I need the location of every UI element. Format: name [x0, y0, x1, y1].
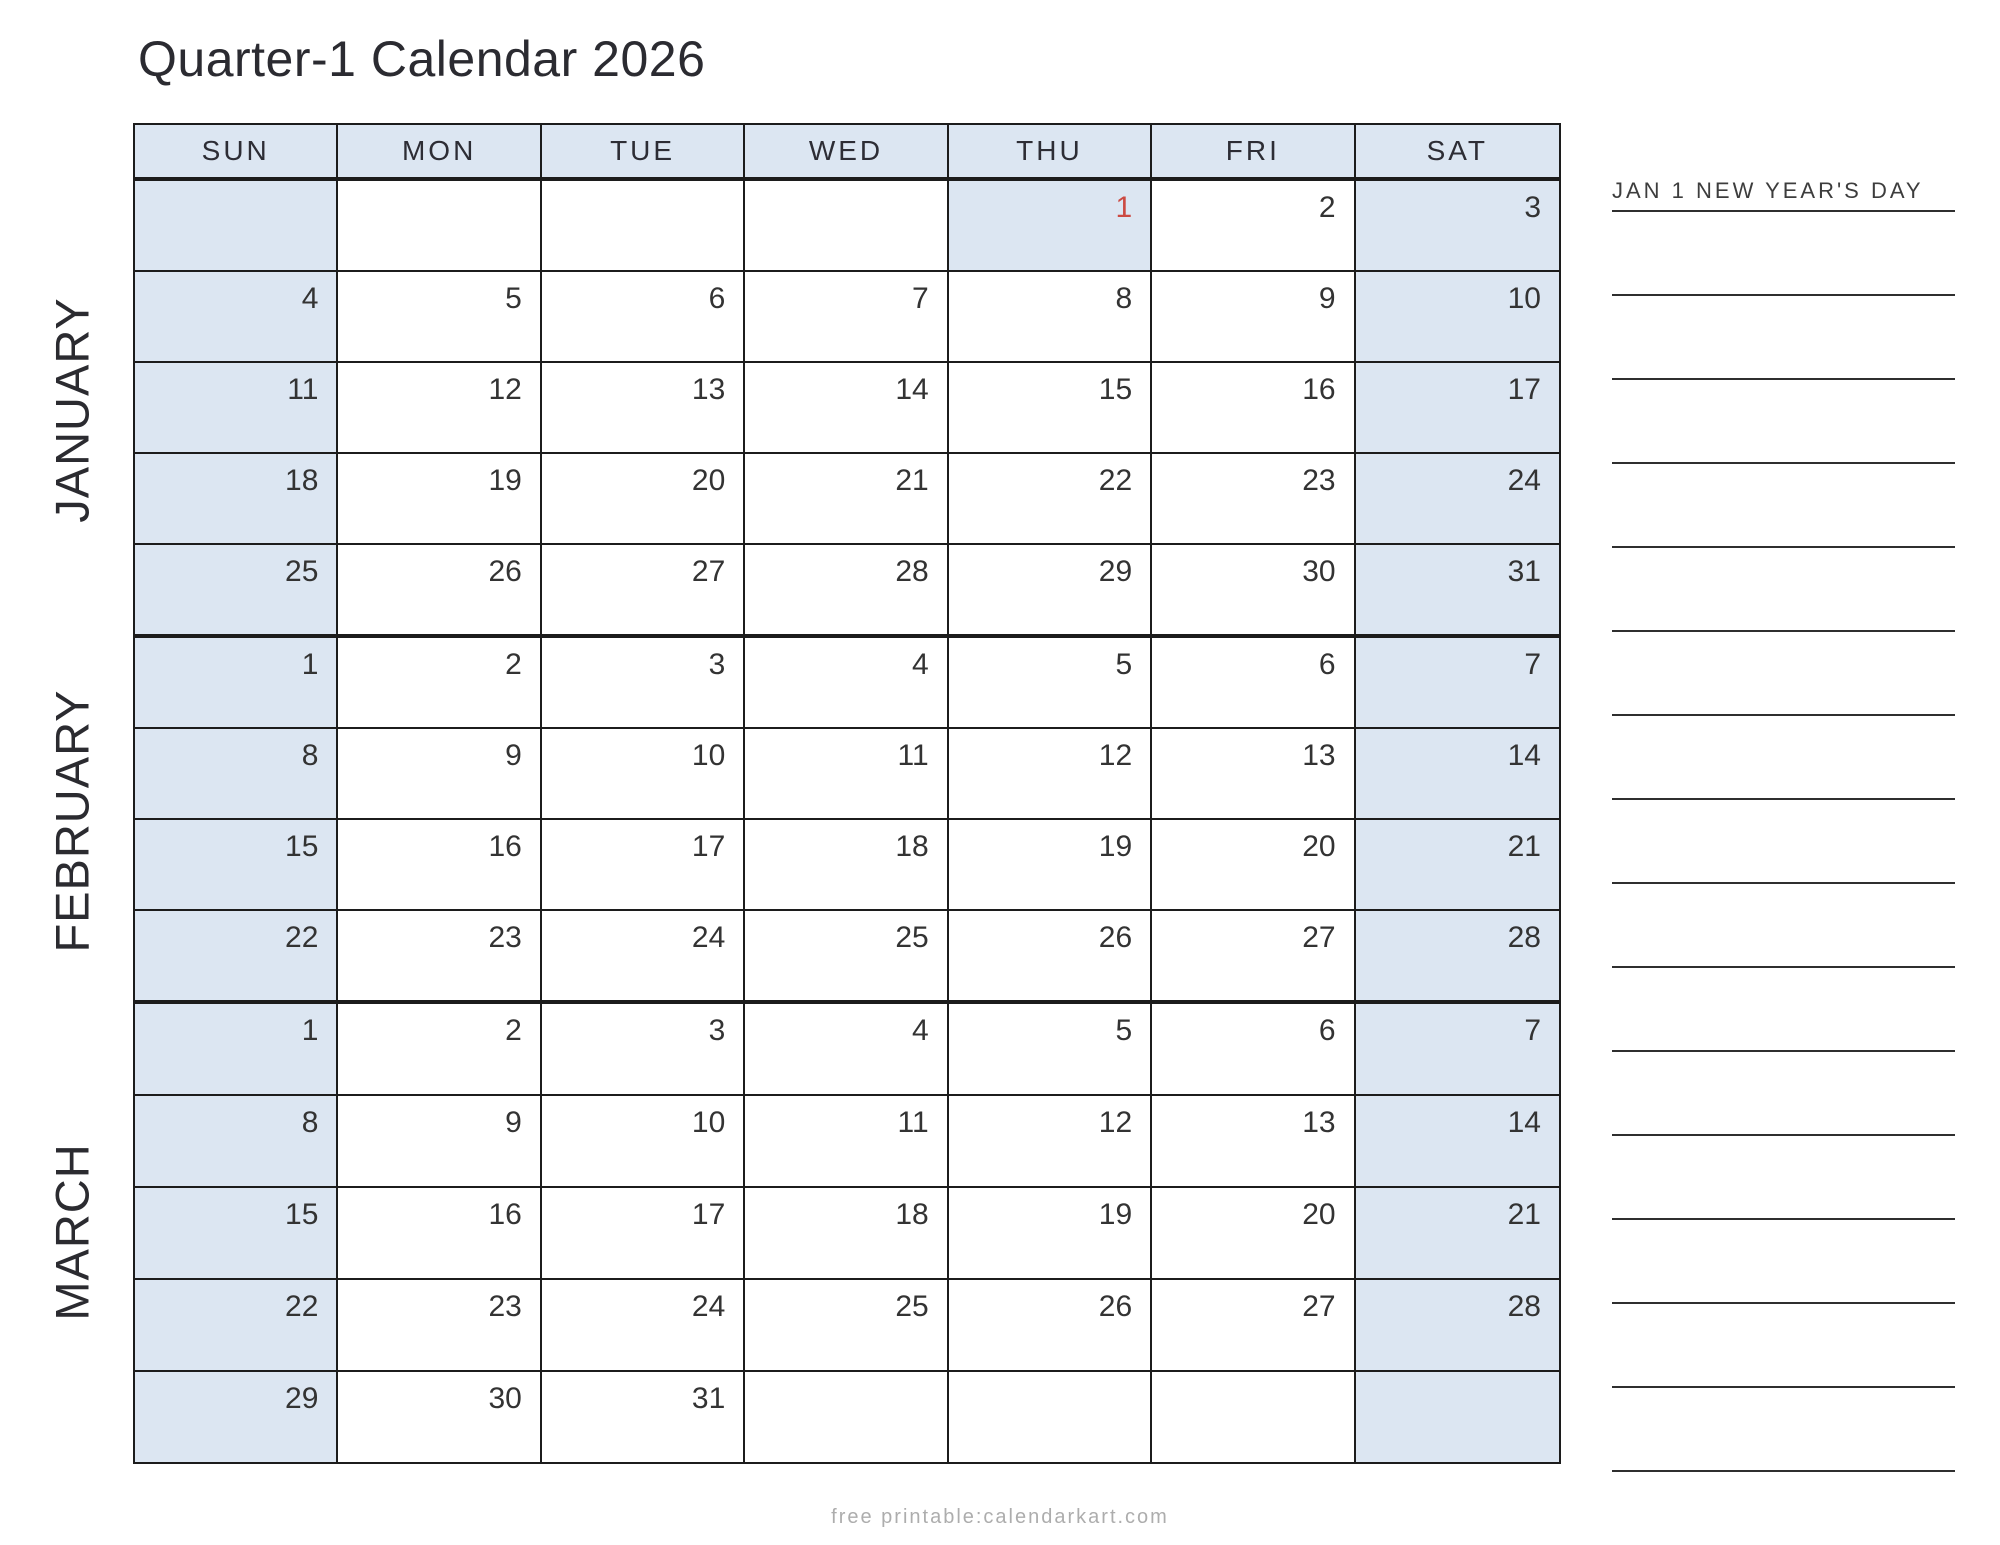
day-cell: [338, 820, 541, 909]
day-number: 4: [301, 282, 319, 315]
day-cell: [542, 911, 745, 1000]
day-cell: [949, 729, 1152, 818]
day-number: 24: [1507, 464, 1541, 497]
day-number: [929, 182, 947, 194]
day-cell: [135, 820, 338, 909]
note-line: [1612, 798, 1955, 800]
day-number: 15: [1098, 373, 1133, 406]
note-line: [1612, 378, 1955, 380]
day-cell: [949, 181, 1152, 270]
day-number: [522, 182, 540, 194]
day-number: [1541, 1373, 1559, 1385]
day-cell: [135, 272, 338, 361]
day-cell: [1152, 454, 1355, 543]
day-number: [1132, 1373, 1150, 1385]
day-cell: [338, 1188, 541, 1278]
day-number: 14: [1507, 739, 1541, 772]
day-cell: [338, 1280, 541, 1370]
day-number: 27: [691, 555, 726, 588]
day-cell-empty: [338, 181, 541, 270]
day-number: 31: [691, 1382, 726, 1415]
day-number: 25: [895, 1290, 929, 1323]
day-number: 7: [1524, 1014, 1541, 1047]
day-cell: [542, 729, 745, 818]
day-cell: [745, 911, 948, 1000]
day-cell: [542, 1004, 745, 1094]
day-cell: [338, 1004, 541, 1094]
day-number: 8: [1115, 282, 1133, 315]
day-cell: [1356, 911, 1559, 1000]
note-line: [1612, 462, 1955, 464]
day-number: 12: [1098, 739, 1133, 772]
day-number: 23: [488, 921, 522, 954]
week-row: [135, 1372, 1559, 1462]
weekday-header-fri: FRI: [1152, 125, 1355, 177]
day-cell: [745, 272, 948, 361]
weekday-header-thu: THU: [949, 125, 1152, 177]
day-cell: [745, 820, 948, 909]
day-number: 11: [897, 739, 929, 772]
week-row: [135, 272, 1559, 363]
weekday-header-tue: TUE: [542, 125, 745, 177]
day-cell: [135, 1096, 338, 1186]
day-number: 21: [895, 464, 929, 497]
day-cell: [135, 638, 338, 727]
weekday-header-row: [135, 125, 1559, 181]
day-cell: [1356, 363, 1559, 452]
day-cell: [745, 1096, 948, 1186]
day-number: 8: [301, 1106, 319, 1139]
day-number: 20: [691, 464, 726, 497]
day-number: 18: [895, 830, 929, 863]
day-cell: [1152, 729, 1355, 818]
week-row: [135, 1096, 1559, 1188]
note-line: [1612, 1050, 1955, 1052]
day-number: 6: [1318, 1014, 1336, 1047]
day-number: 21: [1507, 830, 1541, 863]
day-cell: [1152, 1280, 1355, 1370]
day-number: 9: [505, 1106, 522, 1139]
holiday-note: JAN 1 NEW YEAR'S DAY: [1612, 178, 1924, 203]
day-number: 28: [1507, 1290, 1541, 1323]
day-cell: [949, 272, 1152, 361]
day-number: 23: [488, 1290, 522, 1323]
note-line: [1612, 1302, 1955, 1304]
day-number: 14: [1507, 1106, 1541, 1139]
day-cell: [1152, 1096, 1355, 1186]
day-number: 24: [691, 1290, 726, 1323]
note-line: [1612, 630, 1955, 632]
day-number: 13: [1302, 739, 1336, 772]
day-number: 25: [895, 921, 929, 954]
day-number: 31: [1507, 555, 1541, 588]
day-number: 23: [1302, 464, 1336, 497]
day-number: 9: [1318, 282, 1336, 315]
day-cell: [745, 729, 948, 818]
weekday-header-sat: SAT: [1356, 125, 1559, 177]
day-cell: [949, 545, 1152, 634]
day-number: [725, 182, 743, 194]
day-cell: [949, 454, 1152, 543]
day-number: 6: [708, 282, 726, 315]
day-number: 3: [708, 648, 726, 681]
day-number: 27: [1302, 1290, 1336, 1323]
day-cell: [745, 638, 948, 727]
day-cell: [745, 1004, 948, 1094]
day-number: 17: [1507, 373, 1541, 406]
day-number: 20: [1302, 1198, 1336, 1231]
day-cell: [745, 454, 948, 543]
weekday-header-mon: MON: [338, 125, 541, 177]
day-cell: [745, 1280, 948, 1370]
day-cell: [745, 363, 948, 452]
month-section-february: [135, 638, 1559, 1004]
day-number: 5: [505, 282, 522, 315]
week-row: [135, 545, 1559, 634]
note-line: [1612, 210, 1955, 212]
day-cell: [1152, 820, 1355, 909]
weekday-header-sun: SUN: [135, 125, 338, 177]
day-number: 7: [1524, 648, 1541, 681]
day-number: 16: [488, 830, 522, 863]
day-cell: [338, 1372, 541, 1462]
week-row: [135, 820, 1559, 911]
day-cell: [542, 272, 745, 361]
day-cell: [1356, 272, 1559, 361]
day-number: 7: [912, 282, 929, 315]
day-number: 5: [1115, 1014, 1133, 1047]
day-cell: [135, 363, 338, 452]
day-number: 25: [285, 555, 319, 588]
day-number: 11: [287, 373, 319, 406]
day-number: 5: [1115, 648, 1133, 681]
day-cell: [1356, 1004, 1559, 1094]
day-cell-empty: [1356, 1372, 1559, 1462]
day-number: 16: [1302, 373, 1336, 406]
day-number: 3: [1524, 191, 1541, 224]
day-cell: [949, 1280, 1152, 1370]
day-number: 10: [691, 1106, 726, 1139]
day-number: 22: [285, 921, 319, 954]
note-line: [1612, 966, 1955, 968]
day-cell: [542, 820, 745, 909]
day-number: 11: [897, 1106, 929, 1139]
day-cell: [1356, 1188, 1559, 1278]
day-cell: [135, 1372, 338, 1462]
day-number: 20: [1302, 830, 1336, 863]
day-cell: [1356, 820, 1559, 909]
day-number: 2: [505, 648, 522, 681]
day-number: 8: [301, 739, 319, 772]
week-row: [135, 181, 1559, 272]
day-number: 29: [285, 1382, 319, 1415]
day-cell: [338, 911, 541, 1000]
day-number: [929, 1373, 947, 1385]
day-number: 19: [488, 464, 522, 497]
month-label-march: MARCH: [45, 1143, 99, 1321]
day-cell: [949, 820, 1152, 909]
day-number: 26: [488, 555, 522, 588]
day-cell: [135, 911, 338, 1000]
day-number: 18: [895, 1198, 929, 1231]
day-cell: [1356, 454, 1559, 543]
day-number: 30: [1302, 555, 1336, 588]
day-cell: [542, 638, 745, 727]
day-cell: [949, 1096, 1152, 1186]
day-cell: [1356, 1096, 1559, 1186]
calendar-grid: [133, 123, 1561, 1464]
day-cell: [949, 1004, 1152, 1094]
footer-credit: free printable:calendarkart.com: [831, 1506, 1169, 1528]
day-cell: [542, 1372, 745, 1462]
day-cell-empty: [542, 181, 745, 270]
day-number: 4: [912, 648, 929, 681]
day-number: 29: [1098, 555, 1133, 588]
day-cell: [338, 454, 541, 543]
day-number: 2: [1318, 191, 1336, 224]
day-cell: [1356, 729, 1559, 818]
day-number: 17: [691, 1198, 726, 1231]
month-label-january: JANUARY: [45, 297, 99, 523]
day-cell-empty: [745, 1372, 948, 1462]
day-number: 2: [505, 1014, 522, 1047]
day-number: 13: [1302, 1106, 1336, 1139]
note-line: [1612, 1386, 1955, 1388]
day-number: 24: [691, 921, 726, 954]
day-number: 4: [912, 1014, 929, 1047]
week-row: [135, 911, 1559, 1000]
note-line: [1612, 1218, 1955, 1220]
day-number: 28: [1507, 921, 1541, 954]
day-cell: [1152, 272, 1355, 361]
month-section-january: [135, 181, 1559, 638]
week-row: [135, 1280, 1559, 1372]
day-number: 10: [691, 739, 726, 772]
day-cell: [542, 1188, 745, 1278]
day-cell-empty: [745, 181, 948, 270]
day-cell: [338, 363, 541, 452]
day-cell: [542, 1096, 745, 1186]
day-number: 28: [895, 555, 929, 588]
day-cell: [542, 1280, 745, 1370]
day-number: 17: [691, 830, 726, 863]
day-cell: [135, 454, 338, 543]
note-line: [1612, 546, 1955, 548]
week-row: [135, 729, 1559, 820]
note-line: [1612, 1134, 1955, 1136]
week-row: [135, 1004, 1559, 1096]
day-number: 1: [1115, 191, 1133, 224]
day-cell: [745, 1188, 948, 1278]
note-line: [1612, 882, 1955, 884]
day-cell: [1152, 545, 1355, 634]
day-cell: [542, 545, 745, 634]
month-section-march: [135, 1004, 1559, 1462]
day-number: 10: [1507, 282, 1541, 315]
day-number: 9: [505, 739, 522, 772]
day-number: 27: [1302, 921, 1336, 954]
day-cell: [135, 545, 338, 634]
day-number: 26: [1098, 921, 1133, 954]
day-number: [318, 182, 336, 194]
day-number: 13: [691, 373, 726, 406]
day-cell: [135, 729, 338, 818]
day-number: 1: [301, 648, 319, 681]
week-row: [135, 454, 1559, 545]
day-number: 12: [1098, 1106, 1133, 1139]
day-number: 19: [1098, 1198, 1133, 1231]
page-title: Quarter-1 Calendar 2026: [138, 31, 706, 87]
day-cell: [135, 1280, 338, 1370]
day-cell: [745, 545, 948, 634]
day-cell: [1152, 1004, 1355, 1094]
day-cell: [1152, 911, 1355, 1000]
day-cell: [542, 454, 745, 543]
note-line: [1612, 294, 1955, 296]
week-row: [135, 638, 1559, 729]
day-cell: [1152, 638, 1355, 727]
day-cell: [949, 638, 1152, 727]
day-cell: [1152, 1188, 1355, 1278]
day-cell-empty: [949, 1372, 1152, 1462]
day-cell: [1356, 181, 1559, 270]
calendar-body: [135, 181, 1559, 1462]
day-number: 15: [285, 1198, 319, 1231]
day-number: 18: [285, 464, 319, 497]
week-row: [135, 1188, 1559, 1280]
day-cell: [338, 272, 541, 361]
weekday-header-wed: WED: [745, 125, 948, 177]
day-number: 14: [895, 373, 929, 406]
day-number: 21: [1507, 1198, 1541, 1231]
day-number: 19: [1098, 830, 1133, 863]
day-number: 26: [1098, 1290, 1133, 1323]
day-cell: [1356, 1280, 1559, 1370]
day-number: 15: [285, 830, 319, 863]
day-number: [1336, 1373, 1354, 1385]
day-cell: [338, 1096, 541, 1186]
day-cell-empty: [135, 181, 338, 270]
day-cell: [135, 1188, 338, 1278]
day-cell: [1152, 363, 1355, 452]
day-cell: [1152, 181, 1355, 270]
day-cell: [1356, 638, 1559, 727]
day-cell: [949, 911, 1152, 1000]
day-number: 1: [301, 1014, 319, 1047]
day-number: 16: [488, 1198, 522, 1231]
month-label-february: FEBRUARY: [45, 689, 99, 953]
note-line: [1612, 714, 1955, 716]
day-cell: [949, 363, 1152, 452]
day-number: 22: [285, 1290, 319, 1323]
day-cell: [135, 1004, 338, 1094]
day-cell: [949, 1188, 1152, 1278]
day-cell: [338, 638, 541, 727]
day-number: 22: [1098, 464, 1133, 497]
day-cell: [542, 363, 745, 452]
day-number: 30: [488, 1382, 522, 1415]
day-number: 3: [708, 1014, 726, 1047]
day-cell: [338, 729, 541, 818]
note-line: [1612, 1470, 1955, 1472]
day-number: 6: [1318, 648, 1336, 681]
day-cell: [338, 545, 541, 634]
day-number: 12: [488, 373, 522, 406]
week-row: [135, 363, 1559, 454]
day-cell-empty: [1152, 1372, 1355, 1462]
day-cell: [1356, 545, 1559, 634]
